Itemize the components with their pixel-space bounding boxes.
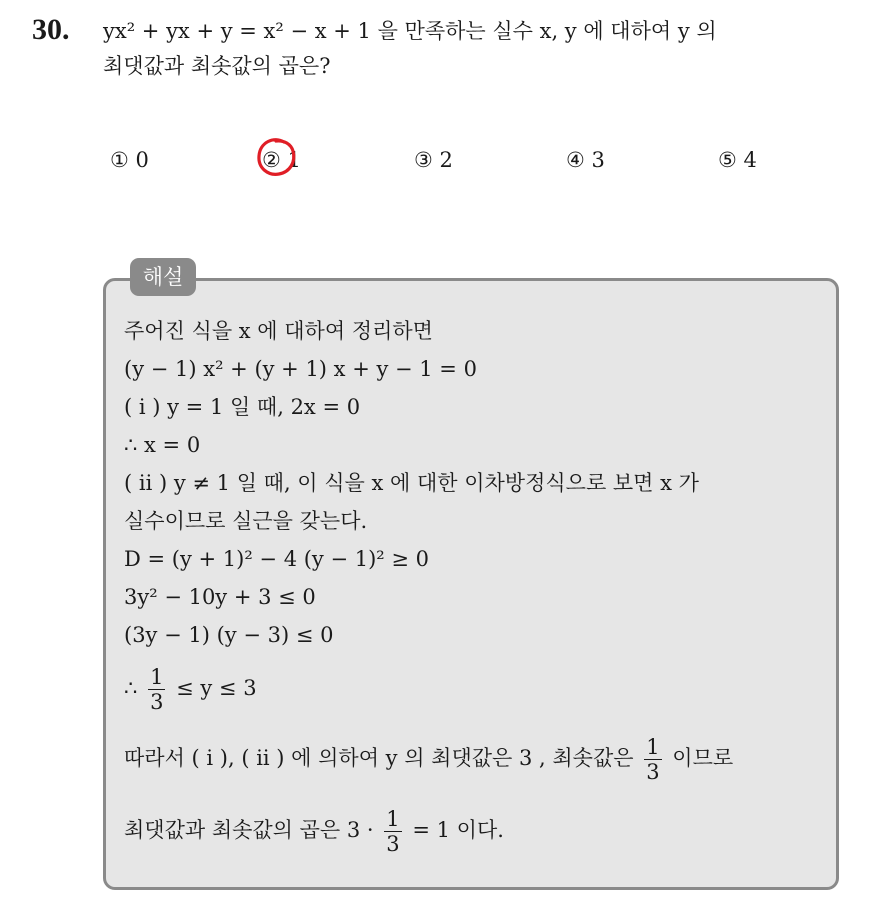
fraction-product [384,807,401,856]
choice-4-mark: ④ [566,148,585,172]
choice-2-mark [262,140,281,180]
choice-2-mark-glyph: ② [262,148,281,172]
range-inequality: ≤ y ≤ 3 [176,676,257,700]
solution-conclusion-2 [124,802,504,858]
solution-line-2: (y − 1) x² + (y + 1) x + y − 1 = 0 [124,357,477,381]
question-number: 30. [32,13,70,46]
question-text [103,14,873,84]
solution-line-1: 주어진 식을 x 에 대하여 정리하면 [124,319,433,343]
choice-1-mark: ① [110,148,129,172]
fraction-denominator: 3 [150,690,164,714]
solution-line-5: ( ii ) y ≠ 1 일 때, 이 식을 x 에 대한 이차방정식으로 보면 x 가 [124,471,699,495]
fraction-numerator: 1 [646,735,660,759]
solution-line-4: ∴ x = 0 [124,433,201,457]
solution-line-7: D = (y + 1)² − 4 (y − 1)² ≥ 0 [124,547,430,571]
choice-2-value: 1 [287,148,301,172]
conclusion-1-text: 따라서 ( i ), ( ii ) 에 의하여 y 의 최댓값은 3 , 최솟값은 [124,746,634,770]
fraction-one-third [148,665,165,714]
question-line-1: yx² + yx + y = x² − x + 1 을 만족하는 실수 x, y 에 대하여 y 의 [103,19,717,43]
fraction-min-value [644,735,661,784]
conclusion-1-suffix: 이므로 [672,746,734,770]
fraction-denominator: 3 [386,832,400,856]
solution-range-line [124,660,257,716]
choice-1-value: 0 [135,148,149,172]
question-line-2: 최댓값과 최솟값의 곱은? [103,54,331,78]
choice-2[interactable] [262,140,301,180]
choice-3-mark: ③ [414,148,433,172]
solution-line-3: ( i ) y = 1 일 때, 2x = 0 [124,395,361,419]
solution-line-8: 3y² − 10y + 3 ≤ 0 [124,585,316,609]
conclusion-2-text: 최댓값과 최솟값의 곱은 3 · [124,818,374,842]
choice-1[interactable] [110,140,149,180]
answer-choices [0,140,884,180]
fraction-numerator: 1 [386,807,400,831]
choice-4-value: 3 [591,148,605,172]
choice-3[interactable] [414,140,453,180]
conclusion-2-suffix: = 1 이다. [412,818,504,842]
solution-line-6: 실수이므로 실근을 갖는다. [124,509,368,533]
solution-label: 해설 [130,258,196,296]
choice-3-value: 2 [439,148,453,172]
therefore-symbol: ∴ [124,676,138,700]
choice-5-mark: ⑤ [718,148,737,172]
choice-5[interactable] [718,140,757,180]
solution-conclusion-1 [124,730,733,786]
fraction-denominator: 3 [646,760,660,784]
fraction-numerator: 1 [150,665,164,689]
choice-4[interactable] [566,140,605,180]
solution-line-9: (3y − 1) (y − 3) ≤ 0 [124,623,334,647]
choice-5-value: 4 [743,148,757,172]
